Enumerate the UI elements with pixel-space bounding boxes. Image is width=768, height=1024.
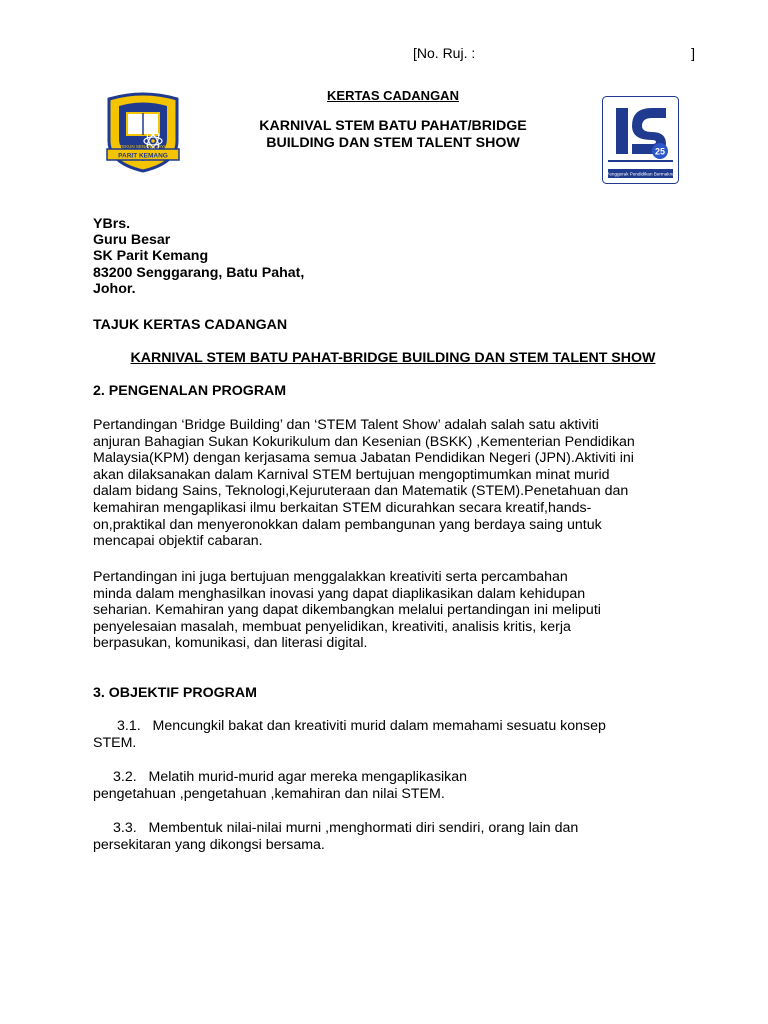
section-2-heading: 2. PENGENALAN PROGRAM: [93, 383, 287, 399]
objective-text-continued: STEM.: [93, 735, 137, 751]
section-3-heading: 3. OBJEKTIF PROGRAM: [93, 685, 257, 701]
objective-item: [93, 769, 713, 803]
reference-close: ]: [691, 45, 695, 61]
program-title: KARNIVAL STEM BATU PAHAT-BRIDGE BUILDING DAN STEM TALENT SHOW: [130, 350, 656, 366]
objective-text: Membentuk nilai-nilai murni ,menghormati diri sendiri, orang lain dan: [148, 820, 579, 836]
school-crest-logo: [99, 91, 187, 173]
paragraph-line: Pertandingan ini juga bertujuan menggalakkan kreativiti serta percambahan: [93, 569, 568, 585]
intro-paragraph-1: [93, 417, 693, 550]
document-heading: KERTAS CADANGAN: [327, 88, 459, 103]
address-line4: Johor.: [93, 280, 136, 297]
objective-number: 3.2.: [113, 769, 137, 785]
paragraph-line: akan dilaksanakan dalam Karnival STEM bertujuan mengoptimumkan minat murid: [93, 466, 610, 483]
ministry-logo: [602, 96, 679, 184]
objective-number: 3.1.: [117, 718, 141, 734]
objective-text: Mencungkil bakat dan kreativiti murid dalam memahami sesuatu konsep: [152, 718, 606, 734]
document-title-line2: BUILDING DAN STEM TALENT SHOW: [266, 135, 520, 151]
paragraph-line: penyelesaian masalah, membuat penyelidikan, kreativiti, analisis kritis, kerja: [93, 618, 571, 635]
paragraph-line: mencapai objektif cabaran.: [93, 533, 263, 550]
objective-text-continued: pengetahuan ,pengetahuan ,kemahiran dan nilai STEM.: [93, 786, 445, 802]
objective-text: Melatih murid-murid agar mereka mengaplikasikan: [148, 769, 468, 785]
objective-item: [93, 718, 713, 752]
paragraph-line: Malaysia(KPM) dengan kerjasama semua Jabatan Pendidikan Negeri (JPN).Aktiviti ini: [93, 450, 634, 467]
reference-label: [No. Ruj. :: [413, 45, 476, 61]
address-salutation: YBrs.: [93, 216, 131, 232]
reference-number: [413, 45, 695, 61]
address-line2: SK Parit Kemang: [93, 248, 209, 265]
paragraph-line: on,praktikal dan menyeronokkan dalam pembangunan yang berdaya saing untuk: [93, 516, 602, 533]
paragraph-line: Pertandingan ‘Bridge Building’ dan ‘STEM Talent Show’ adalah salah satu aktiviti: [93, 417, 599, 433]
paragraph-line: minda dalam menghasilkan inovasi yang dapat diaplikasikan dalam kehidupan: [93, 585, 586, 602]
ministry-caption-text: Penggerak Pendidikan Bermakna: [606, 171, 675, 177]
ministry-number-text: 25: [654, 146, 666, 157]
paragraph-line: dalam bidang Sains, Teknologi,Kejuruteraan dan Matematik (STEM).Penetahuan dan: [93, 483, 629, 500]
paragraph-line: seharian. Kemahiran yang dapat dikembangkan melalui pertandingan ini meliputi: [93, 602, 601, 619]
school-name-text: PARIT KEMANG: [118, 152, 168, 160]
paragraph-line: anjuran Bahagian Sukan Kokurikulum dan Kesenian (BSKK) ,Kementerian Pendidikan: [93, 433, 635, 450]
objective-text-continued: persekitaran yang dikongsi bersama.: [93, 837, 325, 853]
proposal-subject-heading: TAJUK KERTAS CADANGAN: [93, 317, 288, 333]
objective-number: 3.3.: [113, 820, 137, 836]
school-motto-text: TEKUN SENANG JAYA: [119, 144, 167, 149]
address-line3: 83200 Senggarang, Batu Pahat,: [93, 264, 305, 281]
recipient-address: [93, 216, 304, 297]
address-line1: Guru Besar: [93, 232, 171, 249]
objective-item: [93, 820, 713, 854]
document-title-line1: KARNIVAL STEM BATU PAHAT/BRIDGE: [259, 118, 527, 134]
paragraph-line: kemahiran mengaplikasi ilmu berkaitan STEM dicurahkan secara kreatif,hands-: [93, 499, 592, 516]
intro-paragraph-2: [93, 569, 601, 652]
paragraph-line: berpasukan, komunikasi, dan literasi digital.: [93, 635, 368, 652]
